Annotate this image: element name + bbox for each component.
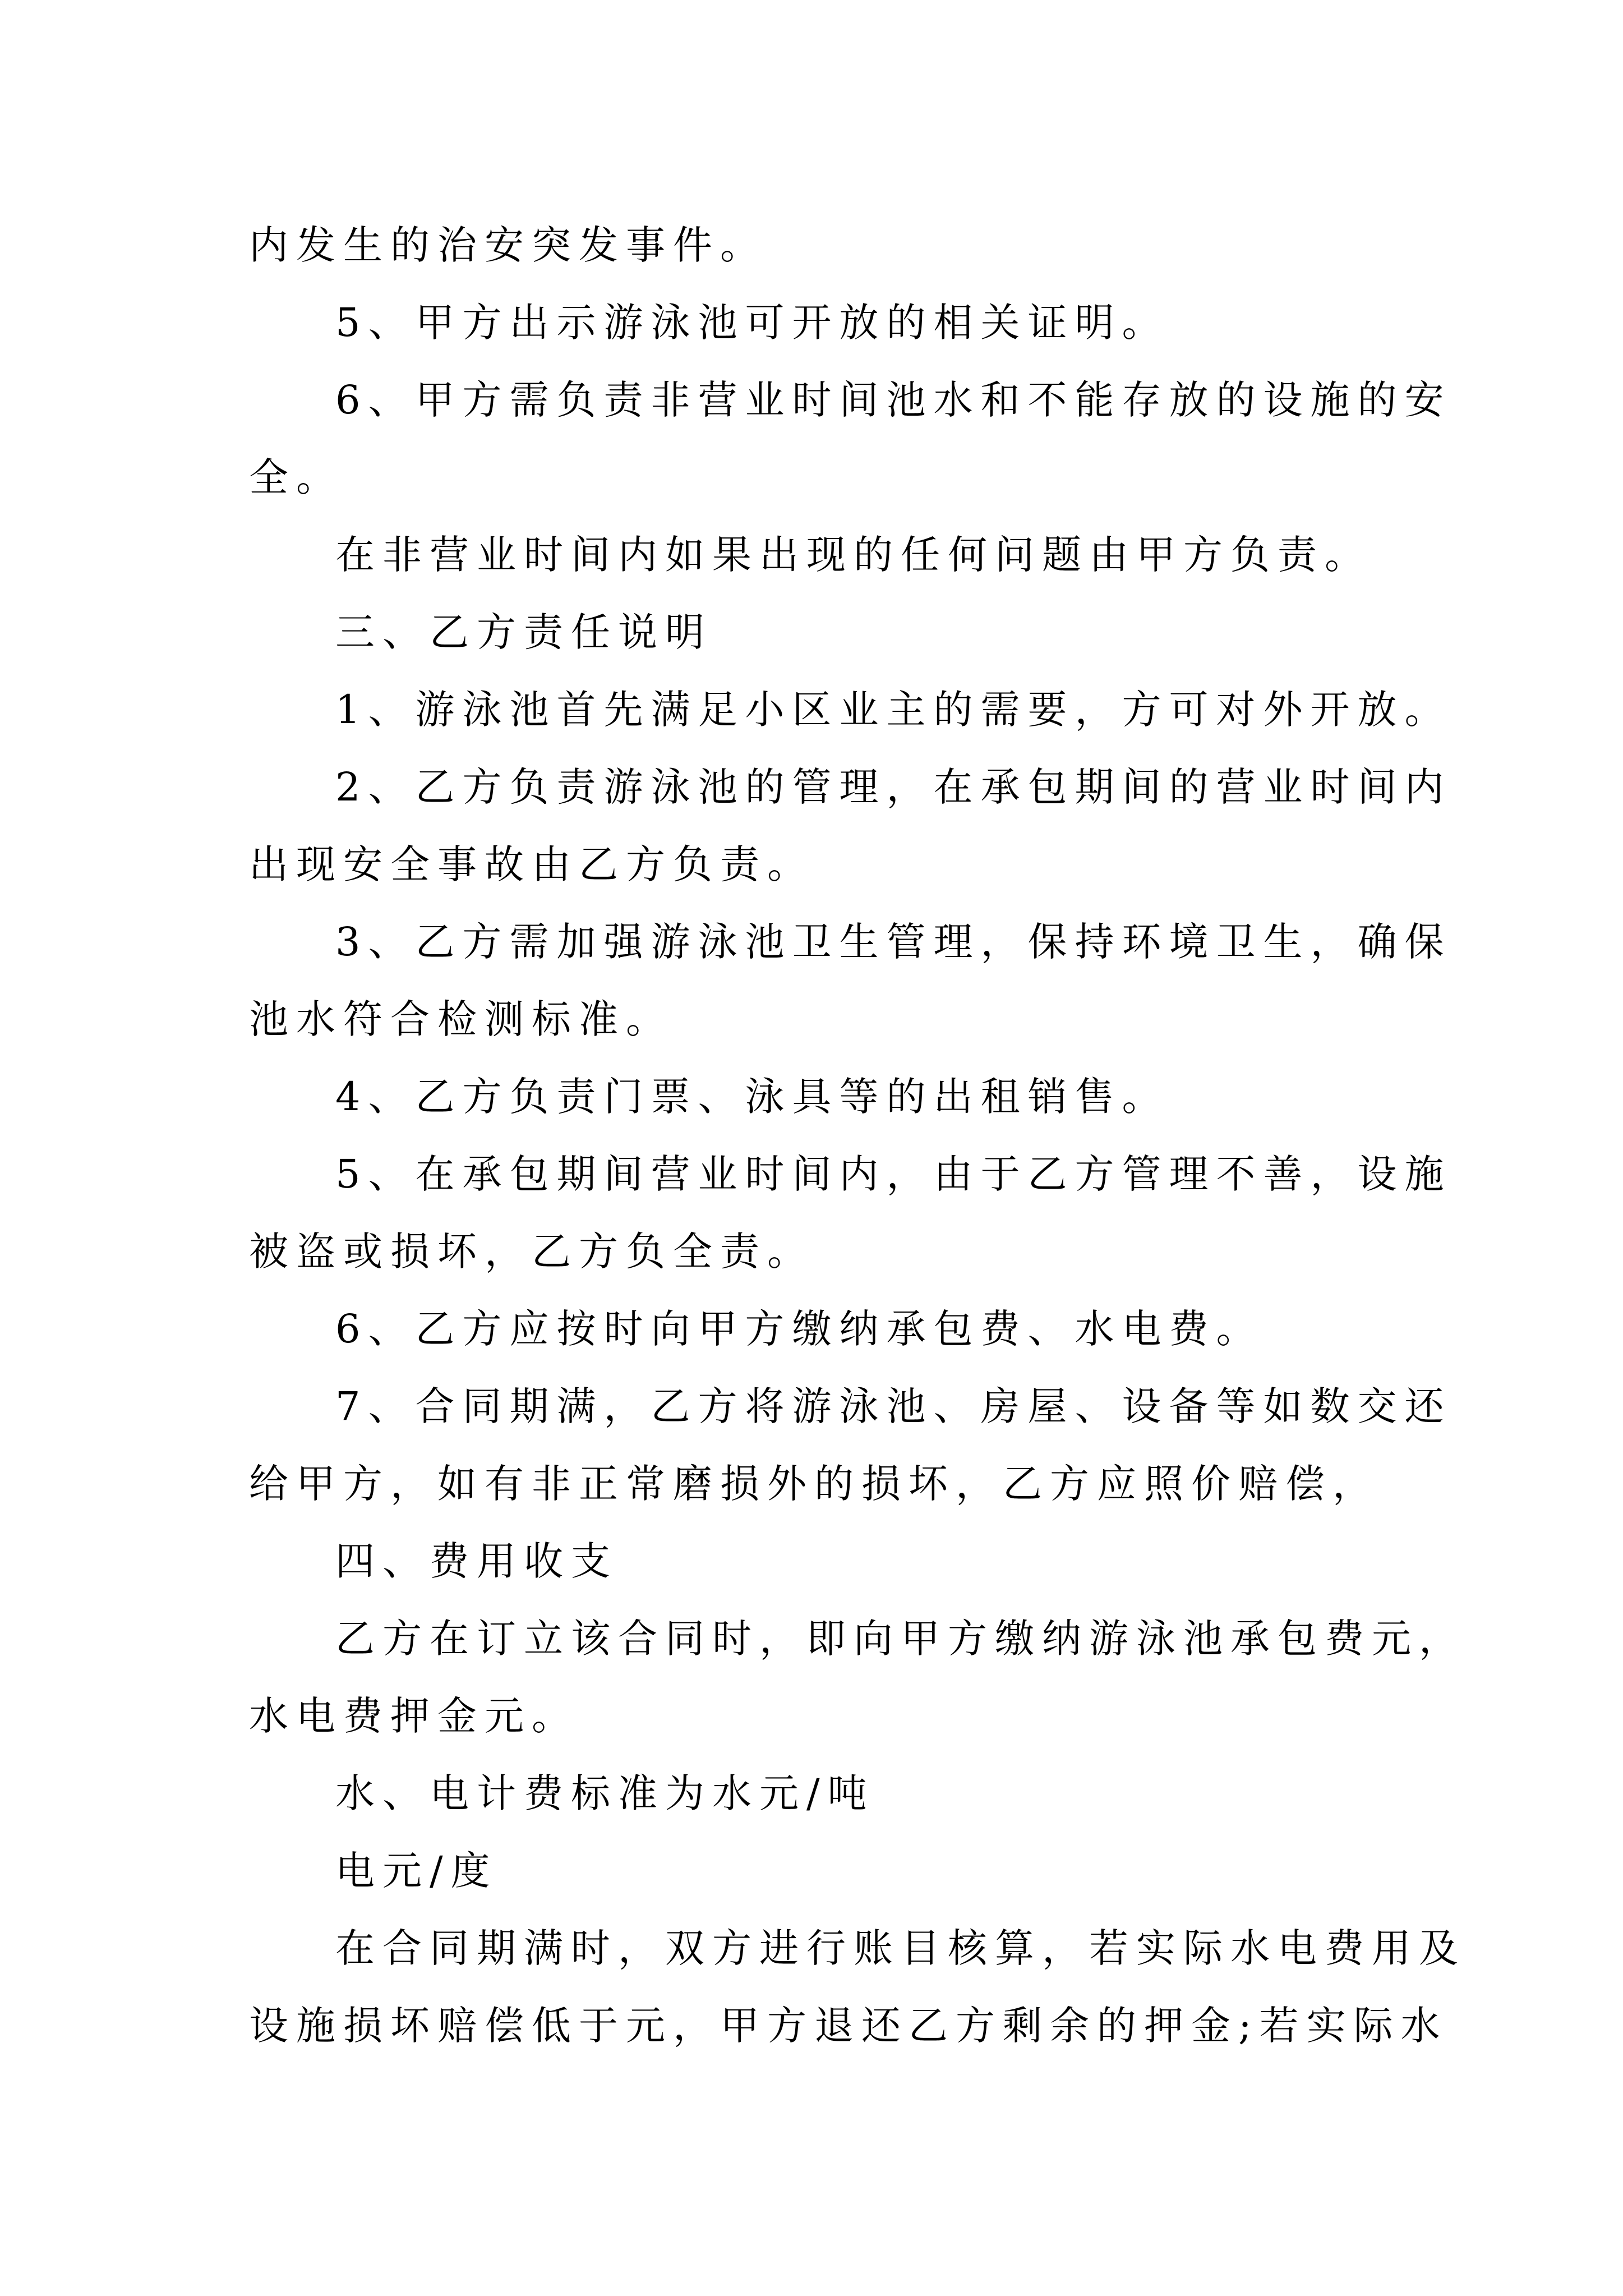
text-line: 被盗或损坏，乙方负全责。 — [249, 1228, 814, 1274]
section-heading: 四、费用收支 — [335, 1538, 618, 1584]
text-line: 乙方在订立该合同时，即向甲方缴纳游泳池承包费元， — [335, 1616, 1466, 1662]
body-text — [249, 206, 1466, 2064]
text-line: 5、在承包期间营业时间内，由于乙方管理不善，设施 — [335, 1151, 1452, 1197]
text-line: 水、电计费标准为水元/吨 — [335, 1770, 875, 1816]
text-line: 6、甲方需负责非营业时间池水和不能存放的设施的安 — [335, 377, 1452, 423]
text-line: 电元/度 — [335, 1848, 498, 1894]
text-line: 1、游泳池首先满足小区业主的需要，方可对外开放。 — [335, 687, 1452, 733]
text-line: 在非营业时间内如果出现的任何问题由甲方负责。 — [335, 532, 1372, 578]
text-line: 7、合同期满，乙方将游泳池、房屋、设备等如数交还 — [335, 1383, 1452, 1429]
text-line: 出现安全事故由乙方负责。 — [249, 841, 814, 887]
text-line: 2、乙方负责游泳池的管理，在承包期间的营业时间内 — [335, 764, 1452, 810]
text-line: 在合同期满时，双方进行账目核算，若实际水电费用及 — [335, 1925, 1466, 1971]
text-line: 3、乙方需加强游泳池卫生管理，保持环境卫生，确保 — [335, 919, 1452, 965]
text-line: 水电费押金元。 — [249, 1693, 579, 1739]
text-line: 内发生的治安突发事件。 — [249, 222, 767, 268]
text-line: 5、甲方出示游泳池可开放的相关证明。 — [335, 300, 1169, 346]
text-line: 池水符合检测标准。 — [249, 996, 673, 1042]
text-line: 设施损坏赔偿低于元，甲方退还乙方剩余的押金;若实际水 — [249, 2003, 1448, 2049]
text-line: 6、乙方应按时向甲方缴纳承包费、水电费。 — [335, 1306, 1264, 1352]
text-line: 4、乙方负责门票、泳具等的出租销售。 — [335, 1074, 1169, 1120]
text-line: 全。 — [249, 454, 343, 500]
section-heading: 三、乙方责任说明 — [335, 609, 712, 655]
text-line: 给甲方，如有非正常磨损外的损坏，乙方应照价赔偿， — [249, 1461, 1380, 1507]
